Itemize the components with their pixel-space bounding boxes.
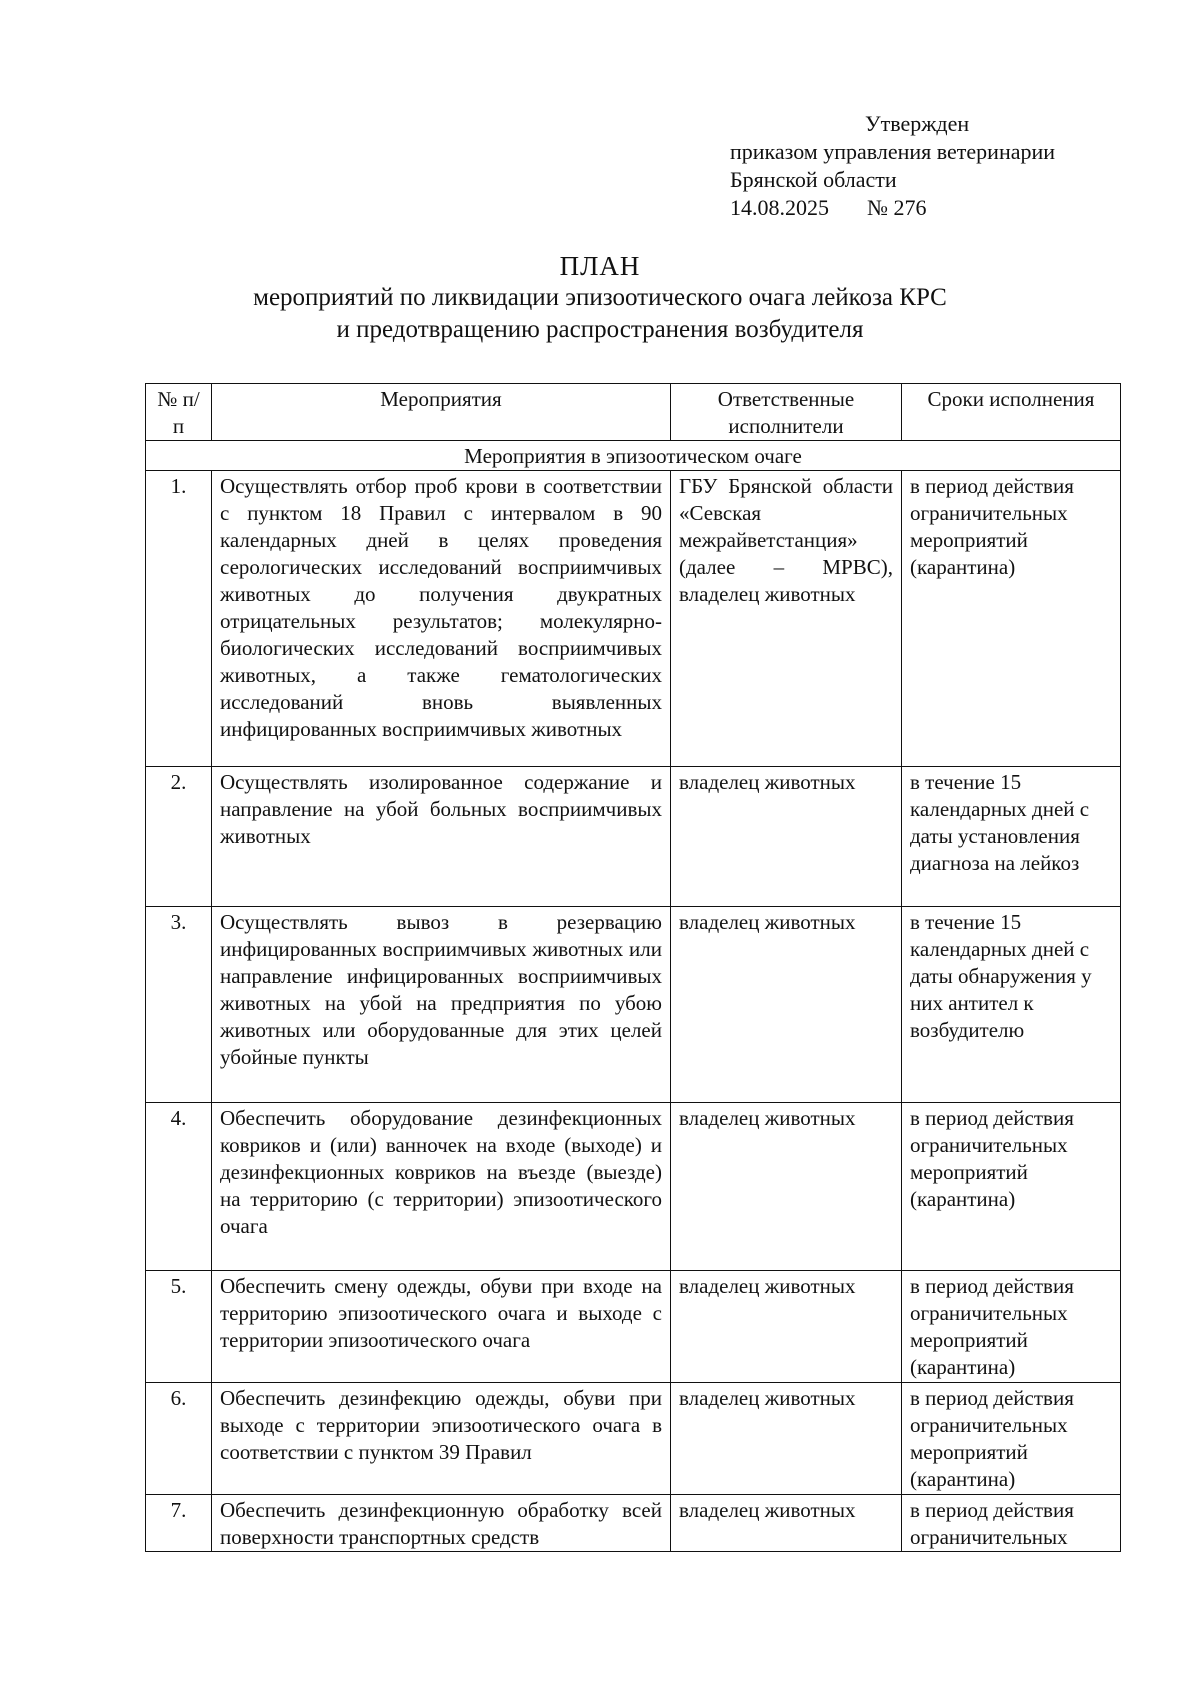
row-term: в период действия ограничительных мероприятий (карантина) [902,1271,1121,1383]
row-term: в период действия ограничительных [902,1495,1121,1552]
row-responsible: владелец животных [671,767,902,907]
table-row [146,767,1121,907]
table-row [146,1103,1121,1271]
header-term: Сроки исполнения [902,384,1121,441]
row-num: 1. [146,471,212,767]
approved-label: Утвержден [865,111,970,136]
row-term: в период действия ограничительных мероприятий (карантина) [902,471,1121,767]
table-row [146,471,1121,767]
row-responsible: владелец животных [671,1103,902,1271]
order-number: № 276 [867,195,927,220]
row-responsible: владелец животных [671,907,902,1103]
row-action: Осуществлять отбор проб крови в соответствии с пунктом 18 Правил с интервалом в 90 календарных дней в целях проведения серологических исследований восприимчивых животных до получения двукратных отрицательных результатов; молекулярно-биологических исследований восприимчивых животных, а также гематологических исследований вновь выявленных инфицированных восприимчивых животных [212,471,671,767]
header-action: Мероприятия [212,384,671,441]
row-term: в период действия ограничительных мероприятий (карантина) [902,1383,1121,1495]
header-num: № п/п [146,384,212,441]
row-num: 7. [146,1495,212,1552]
approval-block [730,110,1055,222]
order-line-1: приказом управления ветеринарии [730,139,1056,164]
row-action: Обеспечить дезинфекцию одежды, обуви при выходе с территории эпизоотического очага в соответствии с пунктом 39 Правил [212,1383,671,1495]
table-row [146,1271,1121,1383]
row-num: 2. [146,767,212,907]
table-header-row [146,384,1121,441]
row-action: Обеспечить смену одежды, обуви при входе на территорию эпизоотического очага и выходе с территории эпизоотического очага [212,1271,671,1383]
order-date: 14.08.2025 [730,195,829,220]
row-num: 6. [146,1383,212,1495]
section-row [146,441,1121,471]
plan-table [145,383,1121,1552]
row-responsible: владелец животных [671,1383,902,1495]
order-date-line [730,194,1055,222]
document-title [0,250,1200,346]
row-action: Обеспечить оборудование дезинфекционных ковриков и (или) ванночек на входе (выходе) и дезинфекционных ковриков на въезде (выезде) на территорию (с территории) эпизоотического очага [212,1103,671,1271]
row-term: в период действия ограничительных мероприятий (карантина) [902,1103,1121,1271]
row-responsible: ГБУ Брянской области «Севская межрайветстанция» (далее – МРВС), владелец животных [671,471,902,767]
row-num: 5. [146,1271,212,1383]
section-title: Мероприятия в эпизоотическом очаге [146,441,1121,471]
order-line-2: Брянской области [730,167,897,192]
table-row [146,1383,1121,1495]
row-num: 4. [146,1103,212,1271]
row-action: Обеспечить дезинфекционную обработку всей поверхности транспортных средств [212,1495,671,1552]
row-term: в течение 15 календарных дней с даты обнаружения у них антител к возбудителю [902,907,1121,1103]
header-responsible: Ответственные исполнители [671,384,902,441]
title-line-2: мероприятий по ликвидации эпизоотического очага лейкоза КРС [253,284,947,311]
row-responsible: владелец животных [671,1271,902,1383]
row-responsible: владелец животных [671,1495,902,1552]
title-plan: ПЛАН [559,251,641,281]
title-line-3: и предотвращению распространения возбудителя [336,316,864,343]
row-num: 3. [146,907,212,1103]
table-row [146,907,1121,1103]
row-action: Осуществлять изолированное содержание и направление на убой больных восприимчивых животных [212,767,671,907]
row-action: Осуществлять вывоз в резервацию инфицированных восприимчивых животных или направление инфицированных восприимчивых животных на убой на предприятия по убою животных или оборудованные для этих целей убойные пункты [212,907,671,1103]
table-row [146,1495,1121,1552]
row-term: в течение 15 календарных дней с даты установления диагноза на лейкоз [902,767,1121,907]
